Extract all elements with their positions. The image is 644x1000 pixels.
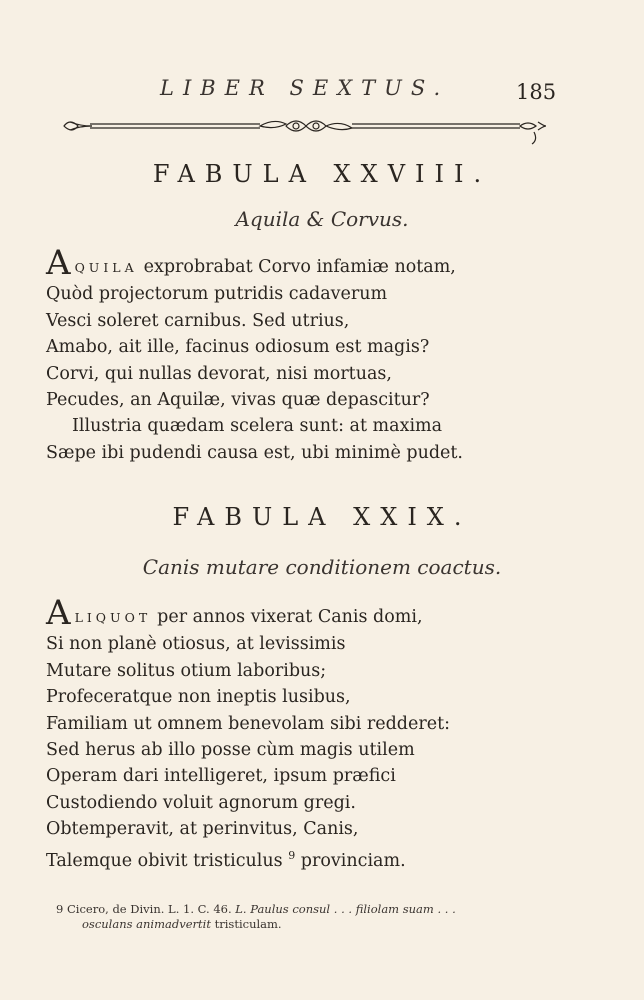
footnote xyxy=(56,902,596,932)
fable-29-subtitle: Canis mutare conditionem coactus. xyxy=(142,555,502,579)
footnote-reference: 9 xyxy=(288,848,296,862)
verse-line: Si non planè otiosus, at levissimis xyxy=(46,634,346,655)
verse-line: Illustria quædam scelera sunt: at maxima xyxy=(72,416,443,437)
verse-line: Amabo, ait ille, facinus odiosum est magis? xyxy=(46,337,430,358)
fable-28-title: FABULA XXVIII. xyxy=(152,160,492,188)
last-line-end: provinciam. xyxy=(300,850,406,871)
verse-line xyxy=(46,593,586,633)
verse-line xyxy=(46,843,586,874)
verse-line: Corvi, qui nullas devorat, nisi mortuas, xyxy=(46,363,392,384)
drop-cap: A xyxy=(46,243,71,283)
footnote-text: Cicero, de Divin. L. 1. C. 46. xyxy=(66,902,232,916)
page-number: 185 xyxy=(516,80,557,104)
last-line-text: Talemque obivit tristiculus xyxy=(46,850,283,871)
verse-line: Operam dari intelligeret, ipsum præfici xyxy=(46,766,396,787)
footnote-number: 9 xyxy=(56,902,64,916)
footnote-line-1 xyxy=(56,902,596,917)
footnote-line-2 xyxy=(56,917,596,932)
fable-29-verse xyxy=(46,593,586,874)
first-line-text: exprobrabat Corvo infamiæ notam, xyxy=(143,257,456,277)
footnote-quote-cont: osculans animadvertit xyxy=(82,917,211,931)
verse-line: Pecudes, an Aquilæ, vivas quæ depascitur? xyxy=(46,390,430,411)
verse-line xyxy=(46,243,586,283)
running-head: LIBER SEXTUS. xyxy=(160,76,450,100)
fable-29-title: FABULA XXIX. xyxy=(172,503,472,531)
first-word-smallcaps: LIQUOT xyxy=(74,610,152,625)
footnote-end: tristiculam. xyxy=(214,917,282,931)
decorative-rule-ornament xyxy=(60,112,550,148)
verse-line: Custodiendo voluit agnorum gregi. xyxy=(46,792,356,813)
drop-cap: A xyxy=(46,593,71,633)
fable-28-subtitle: Aquila & Corvus. xyxy=(235,207,409,231)
verse-line: Vesci soleret carnibus. Sed utrius, xyxy=(46,310,350,331)
verse-line: Sæpe ibi pudendi causa est, ubi minimè pudet. xyxy=(46,442,463,463)
fable-28-verse xyxy=(46,243,586,466)
verse-line: Mutare solitus otium laboribus; xyxy=(46,660,327,681)
first-word-smallcaps: QUILA xyxy=(74,260,138,275)
verse-line: Quòd projectorum putridis cadaverum xyxy=(46,284,388,305)
footnote-quote: L. Paulus consul . . . filiolam suam . . . xyxy=(235,902,456,916)
first-line-text: per annos vixerat Canis domi, xyxy=(157,607,423,627)
verse-line: Familiam ut omnem benevolam sibi redderet: xyxy=(46,713,451,734)
verse-line: Obtemperavit, at perinvitus, Canis, xyxy=(46,819,359,840)
verse-line: Sed herus ab illo posse cùm magis utilem xyxy=(46,740,415,761)
verse-line: Profeceratque non ineptis lusibus, xyxy=(46,687,351,708)
